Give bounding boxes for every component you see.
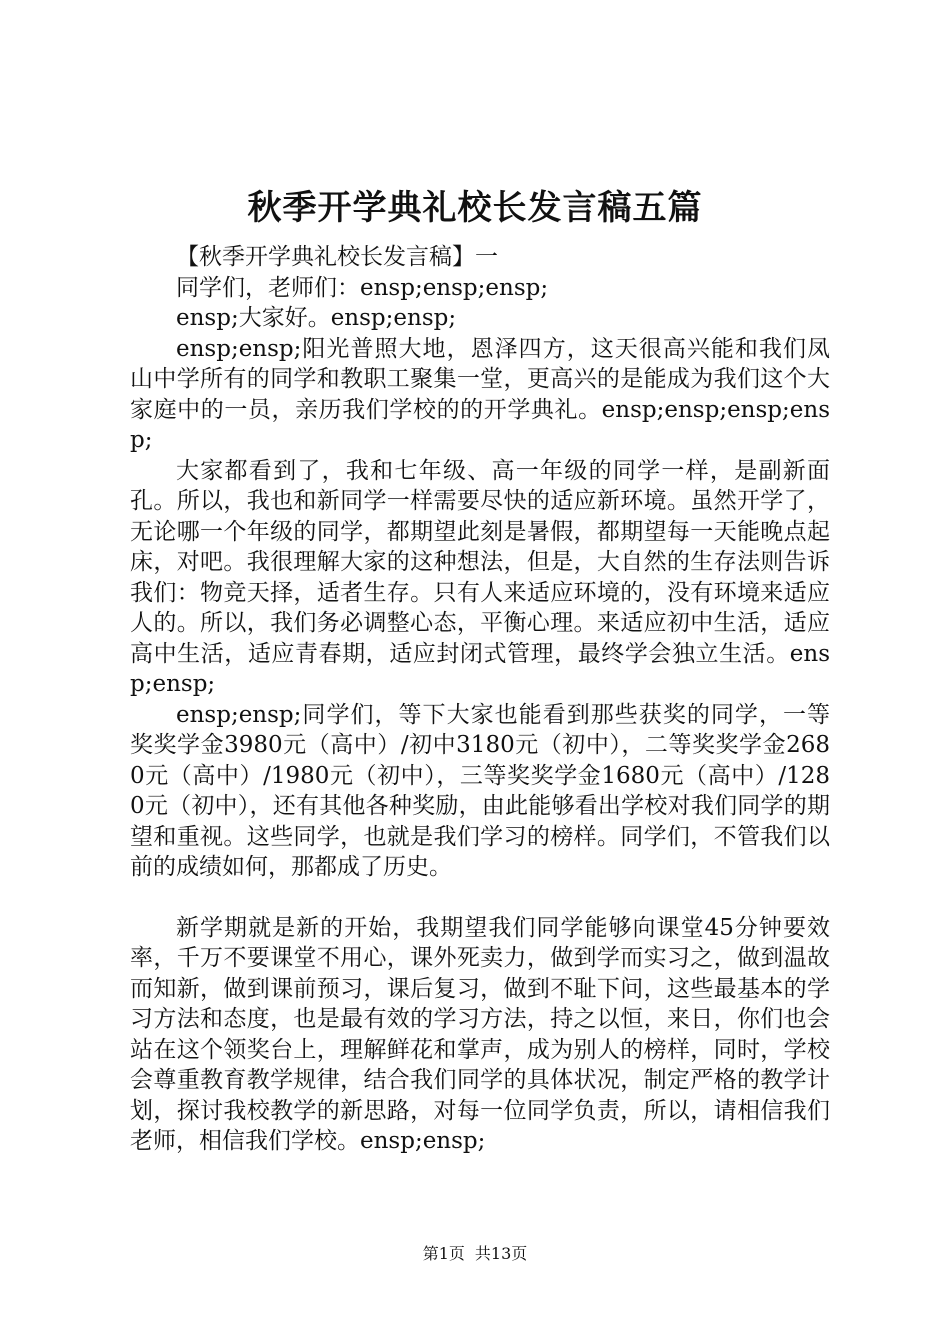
page-footer <box>0 1243 950 1265</box>
page-total: 共13页 <box>474 1244 528 1263</box>
paragraph-new-semester: 新学期就是新的开始，我期望我们同学能够向课堂45分钟要效率，千万不要课堂不用心，课外死卖力，做到学而实习之，做到温故而知新，做到课前预习，课后复习，做到不耻下问，这些最基本的学习方法和态度，也是最有效的学习方法，持之以恒，来日，你们也会站在这个领奖台上，理解鲜花和掌声，成为别人的榜样，同时，学校会尊重教育教学规律，结合我们同学的具体状况，制定严格的教学计划，探讨我校教学的新思路，对每一位同学负责，所以，请相信我们老师，相信我们学校。ensp;ensp; <box>130 914 830 1154</box>
paragraph-greeting: 同学们，老师们：ensp;ensp;ensp; <box>176 274 549 301</box>
paragraph-opening: ensp;ensp;阳光普照大地，恩泽四方，这天很高兴能和我们凤山中学所有的同学和教职工聚集一堂，更高兴的是能成为我们这个大家庭中的一员，亲历我们学校的的开学典礼。ensp;ensp;ensp;ensp; <box>130 335 830 453</box>
paragraph-scholarships: ensp;ensp;同学们，等下大家也能看到那些获奖的同学，一等奖奖学金3980元（高中）/初中3180元（初中），二等奖奖学金2680元（高中）/1980元（初中），三等奖奖学金1680元（高中）/1280元（初中），还有其他各种奖励，由此能够看出学校对我们同学的期望和重视。这些同学，也就是我们学习的榜样。同学们，不管我们以前的成绩如何，那都成了历史。 <box>130 701 830 880</box>
paragraph-new-environment: 大家都看到了，我和七年级、高一年级的同学一样，是副新面孔。所以，我也和新同学一样需要尽快的适应新环境。虽然开学了，无论哪一个年级的同学，都期望此刻是暑假，都期望每一天能晚点起床，对吧。我很理解大家的这种想法，但是，大自然的生存法则告诉我们：物竞天择，适者生存。只有人来适应环境的，没有环境来适应人的。所以，我们务必调整心态，平衡心理。来适应初中生活，适应高中生活，适应青春期，适应封闭式管理，最终学会独立生活。ensp;ensp; <box>130 457 830 697</box>
paragraph-hello: ensp;大家好。ensp;ensp; <box>176 305 457 331</box>
document-title: 秋季开学典礼校长发言稿五篇 <box>247 188 703 228</box>
document-body <box>130 242 830 1157</box>
page-number: 第1页 <box>422 1244 465 1263</box>
paragraph-heading: 【秋季开学典礼校长发言稿】一 <box>176 244 498 270</box>
